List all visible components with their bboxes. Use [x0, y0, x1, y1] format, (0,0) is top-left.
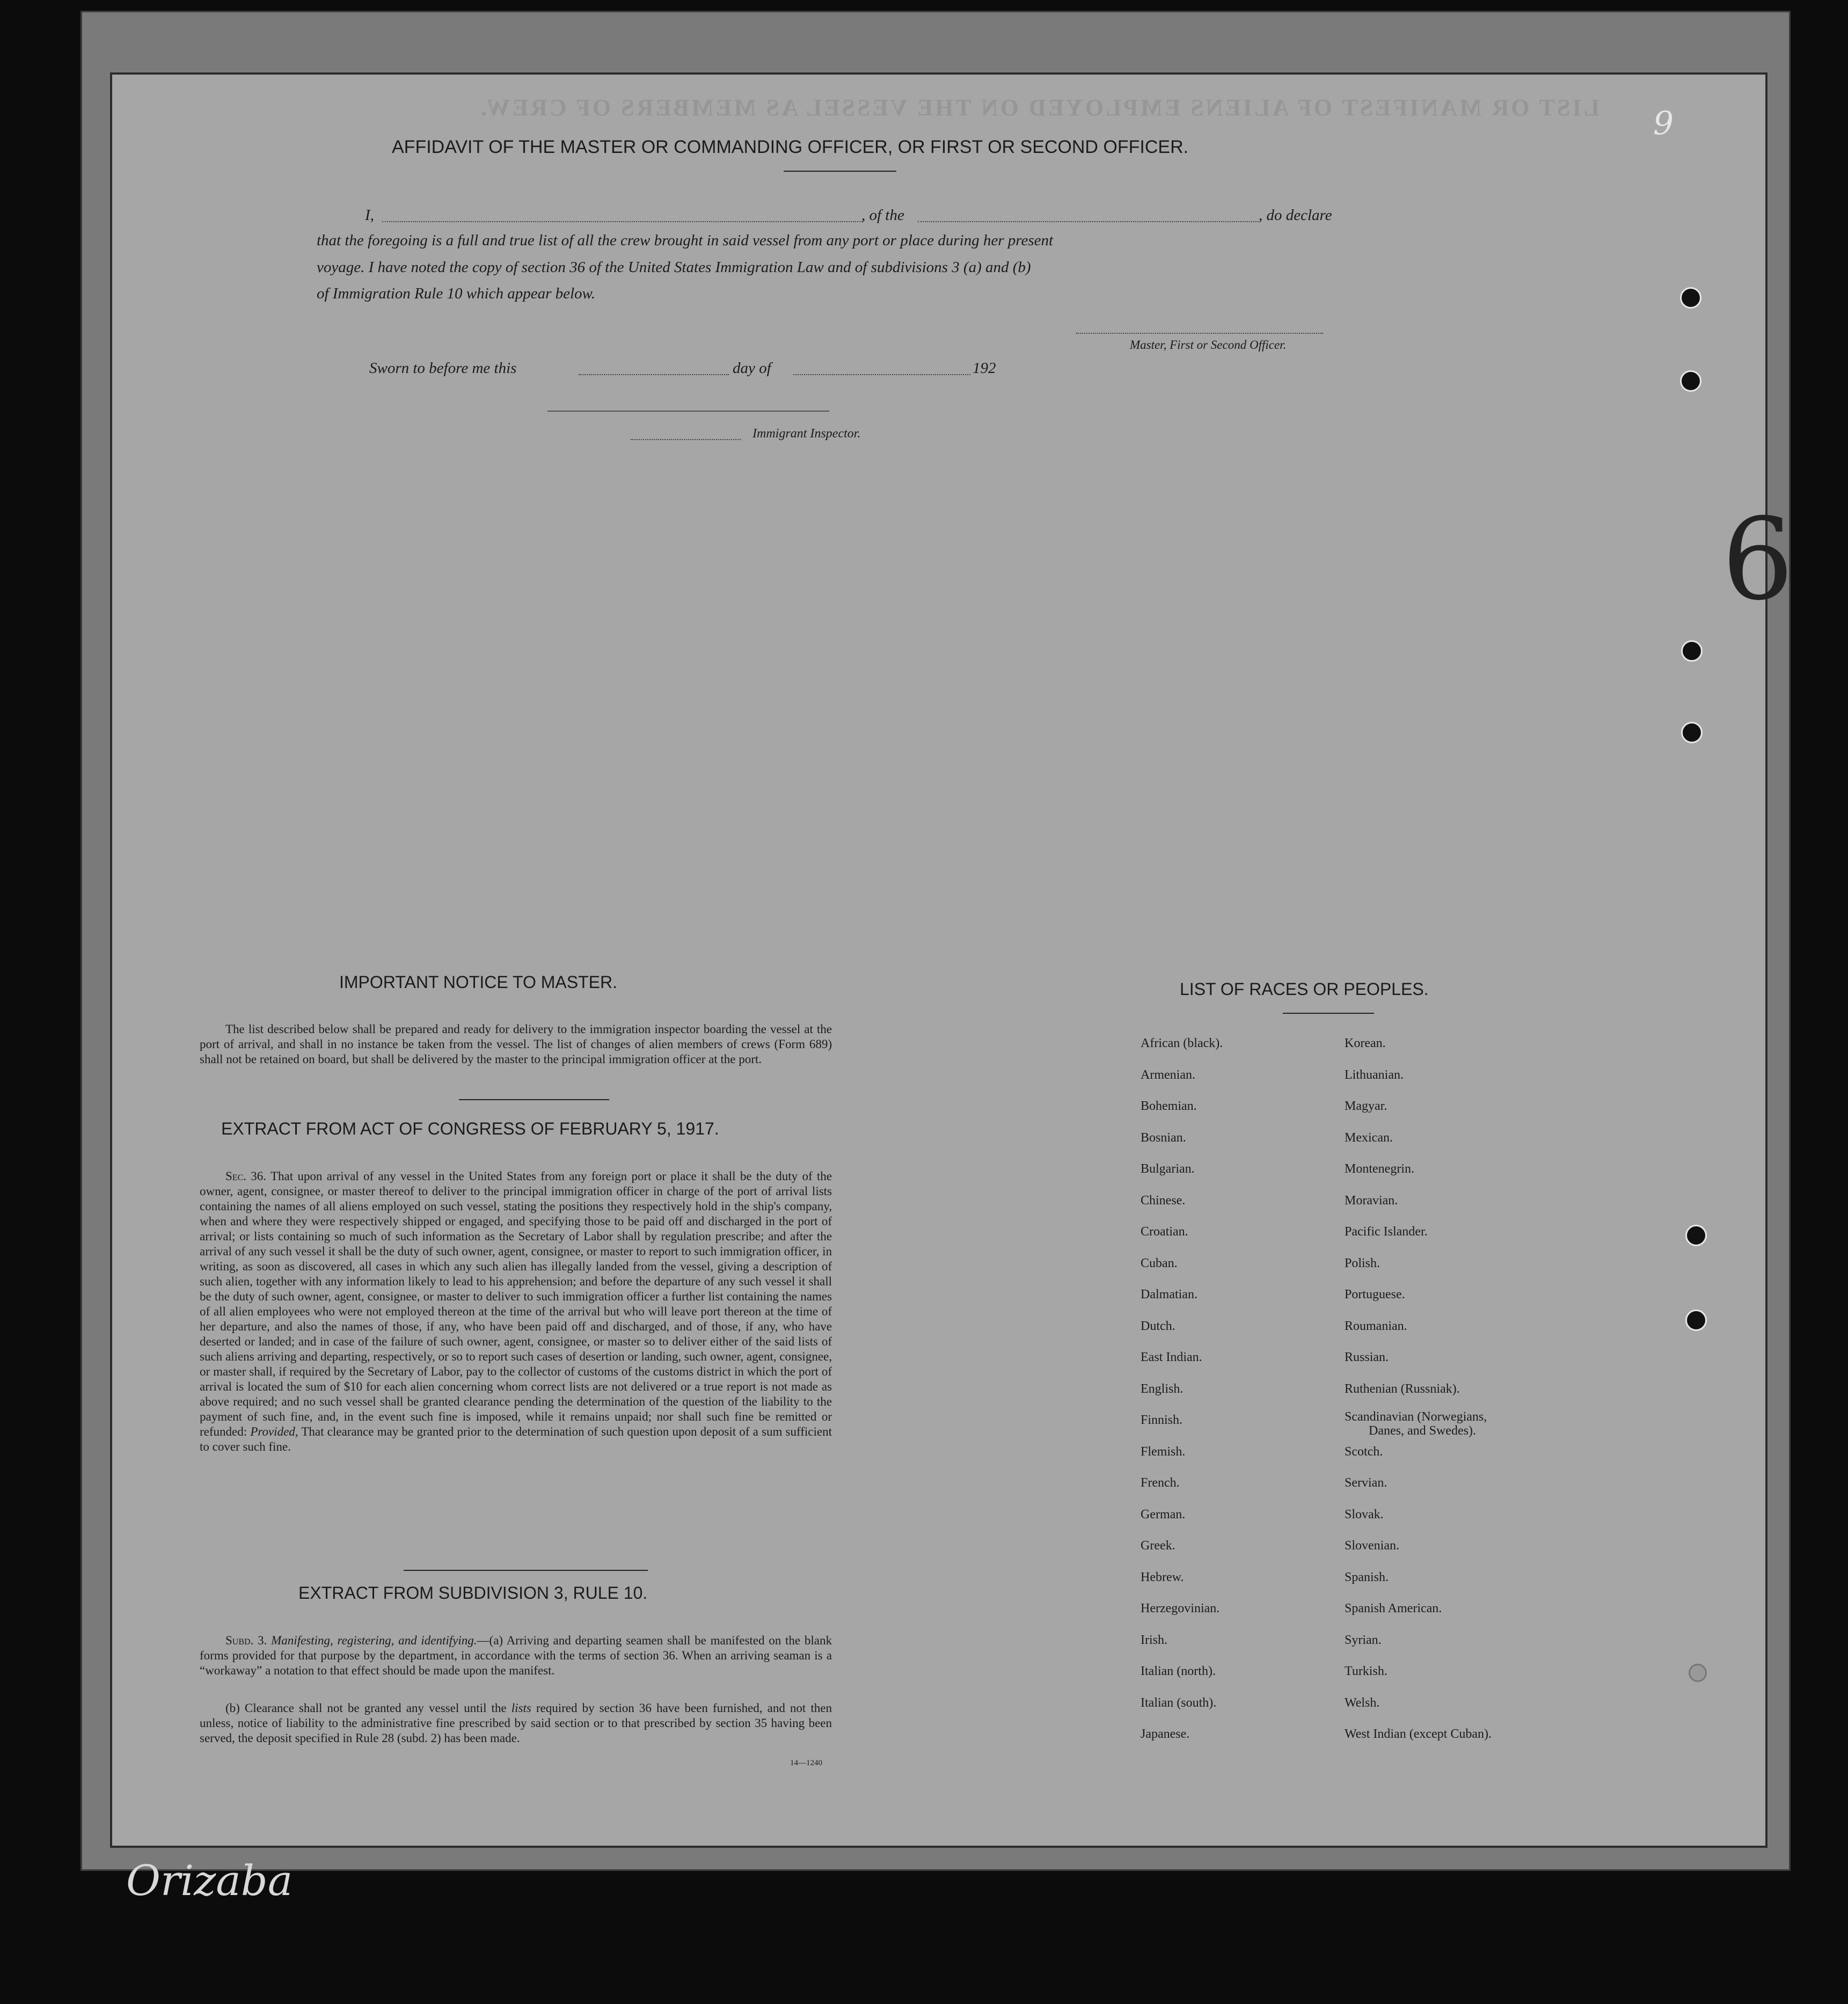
race-item: Irish.: [1141, 1633, 1167, 1647]
race-item: Montenegrin.: [1345, 1162, 1414, 1176]
race-item: Flemish.: [1141, 1444, 1186, 1459]
inspector-label: Immigrant Inspector.: [753, 427, 861, 441]
act-rule: [404, 1570, 648, 1571]
race-item: Dutch.: [1141, 1319, 1175, 1333]
race-item: Hebrew.: [1141, 1570, 1184, 1584]
binder-hole: [1681, 722, 1703, 743]
race-item: West Indian (except Cuban).: [1345, 1727, 1492, 1741]
race-item: Slovak.: [1345, 1507, 1384, 1522]
vessel-label: , of the: [861, 207, 904, 224]
para-b-prefix: (b) Clearance shall not be granted any vessel until the: [225, 1701, 507, 1715]
races-list-left: [1141, 1028, 1223, 1750]
race-item: East Indian.: [1141, 1350, 1202, 1364]
race-item: Magyar.: [1345, 1099, 1387, 1113]
act-extract-title: EXTRACT FROM ACT OF CONGRESS OF FEBRUARY 5, 1917.: [221, 1119, 719, 1138]
race-item: Korean.: [1345, 1036, 1386, 1050]
subd-heading: Manifesting, registering, and identifying.: [271, 1634, 477, 1647]
para-b-rest: required by section 36 have been furnished, and not then unless, notice of liability to the administrative fine prescribed by said section or to that prescribed by section 35 having been served, the deposit specified in Rule 28 (subd. 2) has been made.: [200, 1701, 832, 1745]
sec-label: Sec. 36.: [225, 1169, 267, 1183]
race-item: Croatian.: [1141, 1225, 1188, 1239]
races-rule: [1283, 1013, 1374, 1014]
binder-hole: [1685, 1310, 1707, 1331]
affidavit-title: AFFIDAVIT OF THE MASTER OR COMMANDING OFFICER, OR FIRST OR SECOND OFFICER.: [392, 137, 1189, 157]
bleed-through-heading: LIST OR MANIFEST OF ALIENS EMPLOYED ON THE VESSEL AS MEMBERS OF CREW.: [478, 94, 1599, 121]
sworn-label: Sworn to before me this: [369, 360, 517, 377]
race-item: Chinese.: [1141, 1193, 1186, 1208]
title-rule: [784, 171, 896, 172]
year-label: 192: [973, 360, 996, 377]
race-item: Pacific Islander.: [1345, 1225, 1428, 1239]
binder-hole: [1681, 640, 1703, 662]
binder-hole: [1680, 287, 1701, 309]
race-item: Herzegovinian.: [1141, 1601, 1220, 1615]
race-item: Syrian.: [1345, 1633, 1382, 1647]
race-item: Polish.: [1345, 1256, 1380, 1270]
race-item: Welsh.: [1345, 1695, 1380, 1710]
sworn-month-field[interactable]: [793, 374, 970, 375]
race-item: Ruthenian (Russniak).: [1345, 1381, 1460, 1396]
corner-mark: 9: [1653, 105, 1674, 142]
race-item: Bosnian.: [1141, 1130, 1186, 1145]
race-item: Roumanian.: [1345, 1319, 1407, 1333]
affidavit-line-1: that the foregoing is a full and true list of all the crew brought in said vessel from any port or place during her present: [317, 232, 1054, 249]
para-b-lists: lists: [511, 1701, 531, 1715]
handwritten-page-number: 6: [1722, 494, 1794, 625]
race-item: [1345, 1405, 1492, 1436]
race-item: Spanish American.: [1345, 1601, 1442, 1615]
race-item: Portuguese.: [1345, 1288, 1405, 1301]
race-item: Bohemian.: [1141, 1099, 1197, 1113]
notice-rule: [459, 1099, 609, 1100]
race-item: Bulgarian.: [1141, 1162, 1195, 1176]
rule-para-b: [200, 1701, 832, 1746]
race-item: Italian (south).: [1141, 1695, 1217, 1710]
master-signature-field[interactable]: [1076, 333, 1323, 334]
notice-text: The list described below shall be prepared and ready for delivery to the immigration inspector boarding the vessel at the port of arrival, and shall in no instance be taken from the vessel. The list of changes of alien members of crews (Form 689) shall not be retained on board, but shall be delivered by the master to the principal immigration officer at the port.: [200, 1022, 832, 1066]
race-item: French.: [1141, 1476, 1180, 1490]
race-item: Mexican.: [1345, 1130, 1393, 1145]
race-item: Servian.: [1345, 1476, 1387, 1490]
provided-label: Provided,: [250, 1425, 298, 1438]
race-item: Moravian.: [1345, 1193, 1398, 1208]
declarant-name-field[interactable]: [382, 221, 863, 222]
declare-label: , do declare: [1259, 207, 1332, 224]
race-item: German.: [1141, 1507, 1186, 1522]
declarant-label: I,: [365, 207, 374, 224]
race-item: Finnish.: [1141, 1413, 1183, 1427]
para-a-text: —(a) Arriving and departing seamen shall be manifested on the blank forms provided for that purpose by the department, in accordance with the terms of section 36. When an arriving seaman is a “workaway” a notation to that effect should be made upon the manifest.: [200, 1634, 832, 1677]
document-page: [110, 72, 1767, 1848]
rule-para-a: [200, 1633, 832, 1678]
inspector-signature-field[interactable]: [547, 411, 829, 412]
race-item-line1: Scandinavian (Norwegians,: [1345, 1410, 1487, 1424]
handwritten-vessel-name: Orizaba: [126, 1857, 293, 1905]
race-item: Lithuanian.: [1345, 1067, 1404, 1082]
race-item: Turkish.: [1345, 1664, 1387, 1678]
race-item: Japanese.: [1141, 1727, 1190, 1741]
race-item: Slovenian.: [1345, 1539, 1399, 1553]
day-of-label: day of: [733, 360, 771, 377]
race-item: Italian (north).: [1141, 1664, 1216, 1678]
affidavit-line-2: voyage. I have noted the copy of section 36 of the United States Immigration Law and of subdivisions 3 (a) and (b): [317, 259, 1031, 276]
master-signature-label: Master, First or Second Officer.: [1130, 338, 1287, 352]
race-item: Armenian.: [1141, 1067, 1195, 1082]
race-item-line2: Danes, and Swedes).: [1369, 1424, 1476, 1438]
inspector-dotted-lead: [631, 439, 741, 440]
race-item: Greek.: [1141, 1539, 1175, 1553]
vessel-name-field[interactable]: [918, 221, 1259, 222]
binder-hole: [1689, 1664, 1707, 1682]
race-item: Dalmatian.: [1141, 1288, 1197, 1301]
binder-hole: [1680, 370, 1701, 392]
sworn-day-field[interactable]: [579, 374, 729, 375]
races-title: LIST OF RACES OR PEOPLES.: [1180, 979, 1429, 999]
race-item: Scotch.: [1345, 1444, 1383, 1459]
form-number: 14—1240: [790, 1759, 822, 1767]
race-item: English.: [1141, 1381, 1184, 1396]
notice-title: IMPORTANT NOTICE TO MASTER.: [339, 972, 617, 992]
race-item: Cuban.: [1141, 1256, 1178, 1270]
races-list-right: [1345, 1028, 1492, 1750]
act-body: That upon arrival of any vessel in the United States from any foreign port or place it shall be the duty of the owner, agent, consignee, or master thereof to deliver to the principal immigration officer in charge of the port of arrival lists containing the names of all aliens employed on such vessel, stating the positions they respectively hold in the ship's company, when and where they were respectively shipped or engaged, and specifying those to be paid off and discharged in the port of arrival; or lists containing so much of such information as the Secretary of Labor shall by regulation prescribe; and after the arrival of any such vessel it shall be the duty of such owner, agent, consignee, or master to report to such immigration officer, in writing, as soon as discovered, all cases in which any such alien has illegally landed from the vessel, giving a description of such alien, together with any information likely to lead to his apprehension; and before the departure of any such vessel it shall be the duty of such owner, agent, consignee, or master to deliver to such immigration officer a further list containing the names of all alien employees who were not employed thereon at the time of the arrival but who will leave port thereon at the time of her departure, and also the names of those, if any, who have been paid off and discharged, and of those, if any, who have deserted or landed; and in case of the failure of such owner, agent, consignee, or master so to deliver either of the said lists of such aliens arriving and departing, respectively, or so to report such cases of desertion or landing, such owner, agent, consignee, or master shall, if required by the Secretary of Labor, pay to the collector of customs of the customs district in which the port of arrival is located the sum of $10 for each alien concerning whom correct lists are not delivered or a true report is not made as above required; and no such vessel shall be granted clearance pending the determination of the question of the liability to the payment of such fine, and, in the event such fine is imposed, while it remains unpaid; nor shall such fine be remitted or refunded:: [200, 1169, 832, 1438]
act-extract-text: [200, 1169, 832, 1454]
race-item: African (black).: [1141, 1036, 1223, 1050]
binder-hole: [1685, 1225, 1707, 1246]
rule-extract-title: EXTRACT FROM SUBDIVISION 3, RULE 10.: [298, 1583, 648, 1603]
subd-label: Subd. 3.: [225, 1634, 267, 1647]
race-item: Russian.: [1345, 1350, 1389, 1364]
affidavit-line-3: of Immigration Rule 10 which appear below.: [317, 285, 595, 302]
act-body-end: That clearance may be granted prior to the determination of such question upon deposit of a sum sufficient to cover such fine.: [200, 1425, 832, 1453]
race-item: Spanish.: [1345, 1570, 1389, 1584]
